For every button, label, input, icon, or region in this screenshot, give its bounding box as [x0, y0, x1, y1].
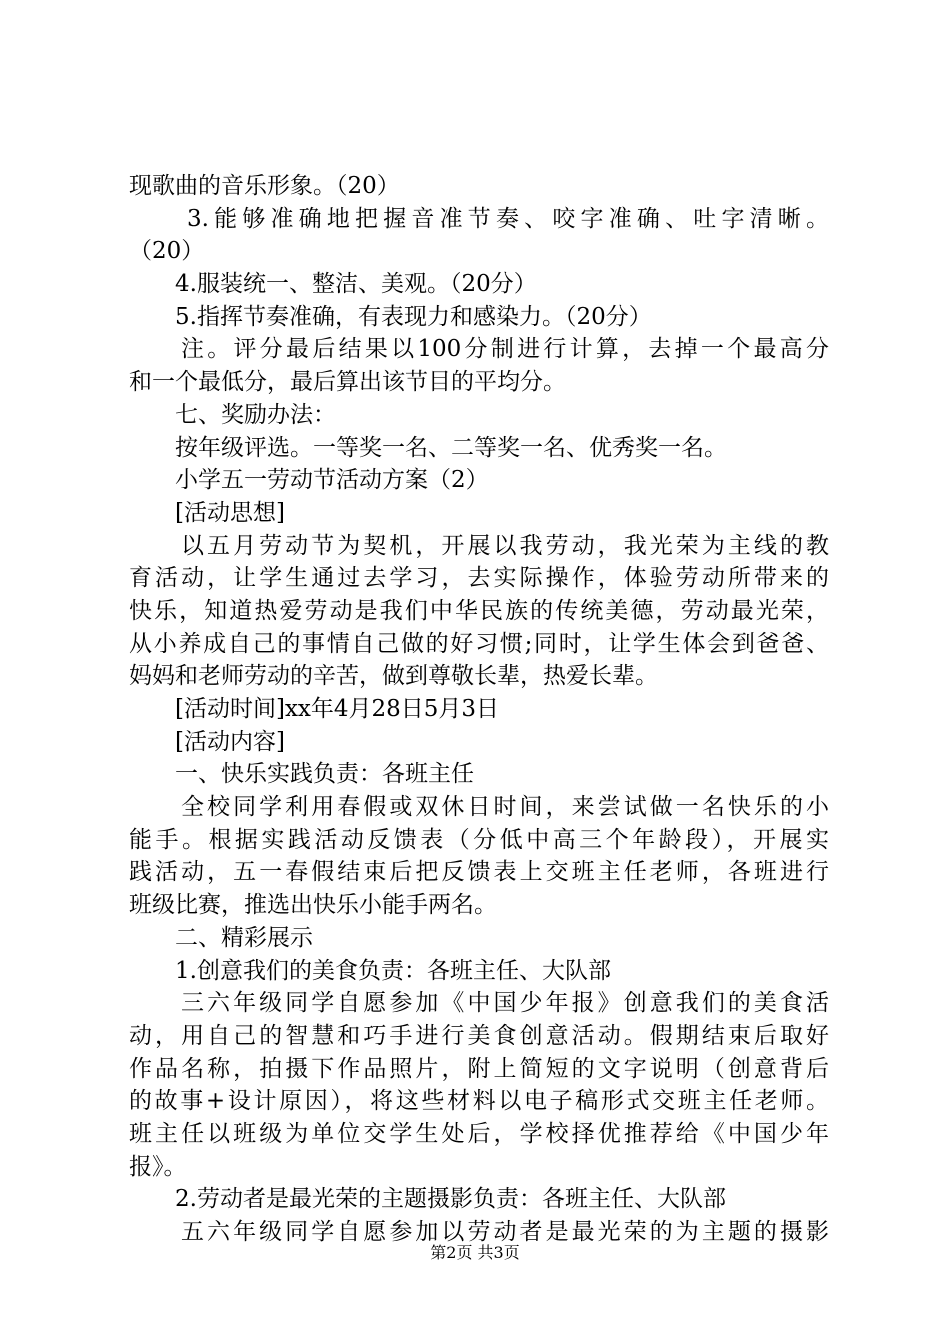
text-line: 以五月劳动节为契机，开展以我劳动，我光荣为主线的教 [181, 532, 829, 559]
text-line: 五六年级同学自愿参加以劳动者是最光荣的为主题的摄影 [181, 1219, 829, 1245]
text-line: 注。评分最后结果以100分制进行计算，去掉一个最高分 [181, 336, 829, 363]
text-line: 班级比赛，推选出快乐小能手两名。 [129, 892, 497, 919]
body-text [129, 170, 829, 1249]
text-line: [活动内容] [175, 728, 285, 755]
text-line: 动，用自己的智慧和巧手进行美食创意活动。假期结束后取好 [129, 1022, 829, 1049]
text-line: 和一个最低分，最后算出该节目的平均分。 [129, 369, 566, 396]
text-line: 快乐，知道热爱劳动是我们中华民族的传统美德，劳动最光荣， [129, 597, 829, 624]
text-line: 妈妈和老师劳动的辛苦，做到尊敬长辈，热爱长辈。 [129, 663, 658, 690]
text-line: 从小养成自己的事情自己做的好习惯;同时，让学生体会到爸爸、 [129, 630, 829, 657]
text-line: 现歌曲的音乐形象。（20） [129, 173, 400, 199]
page-footer: 第2页 共3页 [430, 1243, 520, 1262]
text-line: 4.服装统一、整洁、美观。（20分） [175, 271, 537, 298]
text-line: （20） [129, 238, 205, 265]
text-line: 一、快乐实践负责：各班主任 [175, 761, 474, 788]
text-line: 全校同学利用春假或双休日时间，来尝试做一名快乐的小 [181, 794, 829, 821]
text-line: 1.创意我们的美食负责：各班主任、大队部 [175, 957, 611, 984]
text-line: 小学五一劳动节活动方案（2） [175, 467, 489, 494]
text-line: 5.指挥节奏准确，有表现力和感染力。（20分） [175, 303, 652, 330]
text-line: 三六年级同学自愿参加《中国少年报》创意我们的美食活 [181, 990, 829, 1017]
text-line: 育活动，让学生通过去学习，去实际操作，体验劳动所带来的 [129, 565, 829, 592]
text-line: [活动思想] [175, 499, 285, 526]
text-line: 班主任以班级为单位交学生处后，学校择优推荐给《中国少年 [129, 1120, 829, 1147]
text-line: 3.能够准确地把握音准节奏、咬字准确、吐字清晰。 [187, 205, 829, 232]
text-line: 报》。 [129, 1153, 187, 1180]
text-line: 七、奖励办法： [175, 401, 336, 428]
text-line: 作品名称，拍摄下作品照片，附上简短的文字说明（创意背后 [129, 1055, 829, 1082]
text-line: [活动时间]xx年4月28日5月3日 [175, 696, 500, 722]
text-line: 的故事+设计原因），将这些材料以电子稿形式交班主任老师。 [129, 1088, 829, 1115]
text-line: 能手。根据实践活动反馈表（分低中高三个年龄段），开展实 [129, 826, 829, 853]
text-line: 二、精彩展示 [175, 924, 313, 951]
text-line: 按年级评选。一等奖一名、二等奖一名、优秀奖一名。 [175, 434, 727, 461]
text-line: 2.劳动者是最光荣的主题摄影负责：各班主任、大队部 [175, 1186, 726, 1213]
text-line: 践活动，五一春假结束后把反馈表上交班主任老师，各班进行 [129, 859, 829, 886]
